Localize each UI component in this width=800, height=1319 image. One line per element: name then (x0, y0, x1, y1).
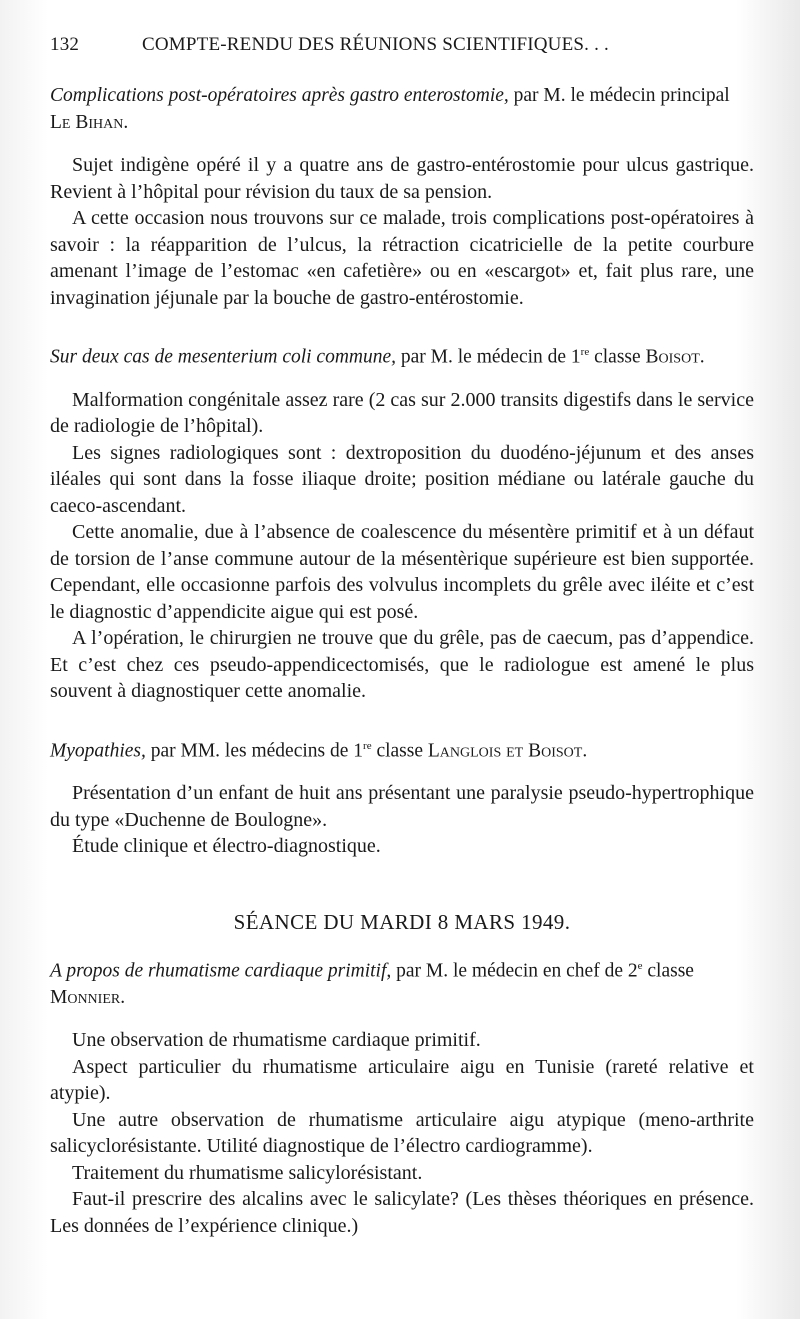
paragraph: Étude clinique et électro-diagnostique. (72, 835, 381, 857)
article-rhumatisme (50, 953, 754, 1240)
paragraph: Une autre observation de rhumatisme articulaire aigu atypique (meno-arthrite salicyclorésistante. Utilité diagnostique de l’électro cardiogramme). (50, 1108, 754, 1157)
running-title: COMPTE-RENDU DES RÉUNIONS SCIENTIFIQUES. . . (142, 34, 609, 55)
article-title-italic: A propos de rhumatisme cardiaque primitif, (50, 960, 392, 981)
paragraph: Présentation d’un enfant de huit ans présentant une paralysie pseudo-hypertrophique du type «Duchenne de Boulogne». (50, 782, 754, 831)
article-title-class: classe (642, 960, 694, 981)
article-author: Langlois et Boisot. (427, 740, 588, 761)
paragraph: Sujet indigène opéré il y a quatre ans de gastro-entérostomie pour ulcus gastrique. Revient à l’hôpital pour révision du taux de sa pension. (50, 154, 754, 203)
article-complications (50, 82, 754, 311)
paragraph: Cette anomalie, due à l’absence de coalescence du mésentère primitif et à un défaut de torsion de l’anse commune autour de la mésentèrique supérieure est bien supportée. Cependant, elle occasionne parfois des volvulus incomplets du grêle avec iléite et c’est le diagnostic d’appendicite aigue qui est posé. (50, 521, 754, 623)
article-title-byline: par MM. les médecins de 1 (145, 740, 364, 761)
article-author: Boisot. (645, 346, 705, 368)
paragraph: A cette occasion nous trouvons sur ce malade, trois complications post-opératoires à savoir : la réapparition de l’ulcus, la rétraction cicatricielle de la petite courbure amenant l’image de l’estomac «en cafetière» ou en «escargot» et, fait plus rare, une invagination jéjunale par la bouche de gastro-entérostomie. (50, 207, 754, 309)
ordinal-superscript: re (580, 346, 590, 358)
article-title-italic: Myopathies, (50, 740, 146, 761)
article-title-class: classe (371, 740, 428, 761)
article-title (50, 339, 754, 371)
article-title (50, 82, 754, 136)
article-title (50, 953, 754, 1012)
paragraph: Aspect particulier du rhumatisme articulaire aigu en Tunisie (rareté relative et atypie). (50, 1055, 754, 1104)
article-mesenterium (50, 339, 754, 705)
article-author: Le Bihan. (50, 112, 129, 133)
session-heading: SÉANCE DU MARDI 8 MARS 1949. (233, 909, 571, 934)
article-title (50, 733, 754, 765)
article-myopathies (50, 733, 754, 860)
paragraph: Les signes radiologiques sont : dextroposition du duodéno-jéjunum et des anses iléales qui sont dans la fosse iliaque droite; position médiane ou latérale gauche du caeco-ascendant. (50, 441, 754, 517)
article-title-byline: par M. le médecin principal (508, 85, 730, 106)
article-title-italic: Complications post-opératoires après gastro enterostomie, (50, 85, 509, 106)
paragraph: A l’opération, le chirurgien ne trouve que du grêle, pas de caecum, pas d’appendice. Et c’est chez ces pseudo-appendicectomisés, que le radiologue est amené le plus souvent à diagnostiquer cette anomalie. (50, 627, 754, 702)
ordinal-superscript: e (637, 959, 643, 972)
paragraph: Faut-il prescrire des alcalins avec le salicylate? (Les thèses théoriques en présence. Les données de l’expérience clinique.) (50, 1188, 754, 1237)
paragraph: Malformation congénitale assez rare (2 cas sur 2.000 transits digestifs dans le service de radiologie de l’hôpital). (50, 388, 754, 437)
ordinal-superscript: re (363, 739, 372, 752)
paragraph: Une observation de rhumatisme cardiaque primitif. (72, 1029, 481, 1051)
article-title-class: classe (589, 346, 646, 368)
paragraph: Traitement du rhumatisme salicylorésistant. (72, 1161, 423, 1184)
article-title-italic: Sur deux cas de mesenterium coli commune, (50, 346, 397, 368)
article-title-byline: par M. le médecin en chef de 2 (391, 960, 638, 981)
article-author: Monnier. (50, 987, 126, 1008)
running-head (50, 34, 754, 56)
article-title-byline: par M. le médecin de 1 (396, 346, 581, 368)
page-number: 132 (50, 34, 80, 55)
